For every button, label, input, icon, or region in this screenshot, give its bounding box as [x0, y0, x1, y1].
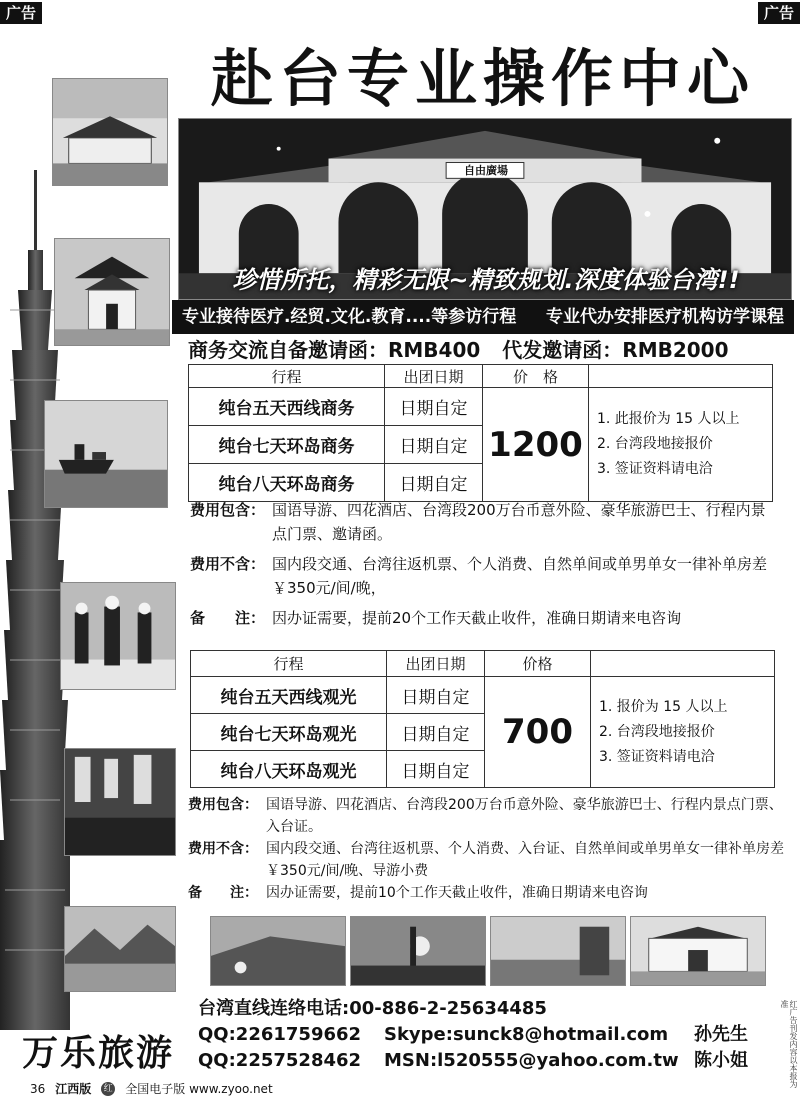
invitation-prices [188, 336, 788, 364]
terms-label: 备 注： [188, 885, 258, 901]
header-date: 出团日期 [385, 365, 483, 388]
terms-label: 费用不含： [188, 841, 258, 857]
site-label: 全国电子版 www.zyoo.net [125, 1082, 273, 1096]
night-market-photo [64, 748, 176, 856]
terms-text: 国内段交通、台湾往返机票、个人消费、自然单间或单男单女一律补单房差￥350元/间/晚， [272, 555, 768, 597]
terms-label: 备 注： [190, 609, 266, 627]
qq-1: QQ:2261759662 [198, 1024, 362, 1045]
terms-row [190, 606, 780, 630]
route-cell: 纯台八天环岛商务 [189, 464, 385, 502]
memorial-hall-photo [52, 78, 168, 186]
banner-right: 专业代办安排医疗机构访学课程 [546, 307, 784, 327]
page-footer [30, 1080, 530, 1098]
invite-self: 商务交流自备邀请函：RMB400 [188, 338, 481, 362]
contact-person-1: 孙先生 [694, 1024, 748, 1045]
harbor-photo [490, 916, 626, 986]
page-title: 赴台专业操作中心 [210, 42, 755, 115]
pavilion-photo [54, 238, 170, 346]
honor-guard-photo [60, 582, 176, 690]
city-sunset-photo [350, 916, 486, 986]
brand-name: 万乐旅游 [8, 1030, 188, 1078]
ship-sea-photo [44, 400, 168, 508]
route-cell: 纯台八天环岛观光 [191, 751, 387, 788]
business-terms [190, 498, 780, 638]
ad-tag-right: 广告 [758, 2, 800, 24]
header-date: 出团日期 [387, 651, 485, 677]
header-route: 行程 [191, 651, 387, 677]
header-notes [591, 651, 775, 677]
price-cell: 700 [485, 677, 591, 788]
service-banner [172, 300, 794, 334]
terms-row [188, 882, 784, 904]
terms-text: 国语导游、四花酒店、台湾段200万台币意外险、豪华旅游巴士、行程内景点门票、邀请函。 [272, 501, 766, 543]
terms-text: 因办证需要，提前10个工作天截止收件，准确日期请来电咨询 [266, 885, 648, 901]
date-cell: 日期自定 [385, 464, 483, 502]
notes-cell [591, 677, 775, 788]
contact-row-2 [198, 1048, 788, 1074]
route-cell: 纯台七天环岛观光 [191, 714, 387, 751]
phone-line: 台湾直线连络电话:00-886-2-25634485 [198, 998, 547, 1019]
terms-text: 国内段交通、台湾往返机票、个人消费、入台证、自然单间或单男单女一律补单房差￥350元/间/晚、导游小费 [266, 841, 784, 879]
terms-text: 国语导游、四花酒店、台湾段200万台币意外险、豪华旅游巴士、行程内景点门票、入台证。 [266, 797, 783, 835]
note-line: 1. 此报价为 15 人以上 [597, 411, 740, 427]
route-cell: 纯台五天西线商务 [189, 388, 385, 426]
terms-text: 因办证需要，提前20个工作天截止收件，准确日期请来电咨询 [272, 609, 682, 627]
route-cell: 纯台七天环岛商务 [189, 426, 385, 464]
header-price: 价格 [485, 651, 591, 677]
date-cell: 日期自定 [387, 677, 485, 714]
invite-agent: 代发邀请函：RMB2000 [502, 338, 729, 362]
note-line: 3. 签证资料请电洽 [597, 461, 713, 477]
red-circle-badge: 红 [101, 1082, 115, 1096]
qq-2: QQ:2257528462 [198, 1050, 362, 1071]
date-cell: 日期自定 [387, 714, 485, 751]
terms-row [190, 498, 780, 546]
terms-row [190, 552, 780, 600]
contact-person-2: 陈小姐 [694, 1050, 748, 1071]
terms-label: 费用包含： [188, 797, 258, 813]
coast-photo [210, 916, 346, 986]
slogan: 珍惜所托，精彩无限~精致规划.深度体验台湾!! [232, 266, 740, 294]
page-number: 36 [30, 1082, 46, 1096]
side-disclaimer: 红广告刊发内容以本报为准 [780, 1000, 798, 1088]
date-cell: 日期自定 [387, 751, 485, 788]
date-cell: 日期自定 [385, 388, 483, 426]
business-price-table [188, 364, 773, 502]
sightseeing-terms [188, 794, 784, 906]
note-line: 2. 台湾段地接报价 [599, 723, 715, 740]
note-line: 2. 台湾段地接报价 [597, 436, 713, 452]
ad-tag-left: 广告 [0, 2, 42, 24]
header-route: 行程 [189, 365, 385, 388]
terms-label: 费用不含： [190, 555, 266, 573]
date-cell: 日期自定 [385, 426, 483, 464]
price-cell: 1200 [483, 388, 589, 502]
skype: Skype:sunck8@hotmail.com [384, 1024, 669, 1045]
terms-row [188, 838, 784, 882]
msn: MSN:l520555@yahoo.com.tw [384, 1050, 679, 1071]
header-notes [589, 365, 773, 388]
sightseeing-price-table [190, 650, 775, 788]
terms-row [188, 794, 784, 838]
note-line: 3. 签证资料请电洽 [599, 748, 715, 765]
lake-mountain-photo [64, 906, 176, 992]
edition-label: 江西版 [55, 1082, 92, 1096]
header-price: 价 格 [483, 365, 589, 388]
contact-row-1 [198, 1022, 788, 1048]
terms-label: 费用包含： [190, 501, 266, 519]
banner-left: 专业接待医疗.经贸.文化.教育....等参访行程 [182, 307, 517, 327]
gate-plaque: 自由廣場 [464, 164, 508, 177]
gate-small-photo [630, 916, 766, 986]
route-cell: 纯台五天西线观光 [191, 677, 387, 714]
notes-cell [589, 388, 773, 502]
note-line: 1. 报价为 15 人以上 [599, 698, 728, 715]
